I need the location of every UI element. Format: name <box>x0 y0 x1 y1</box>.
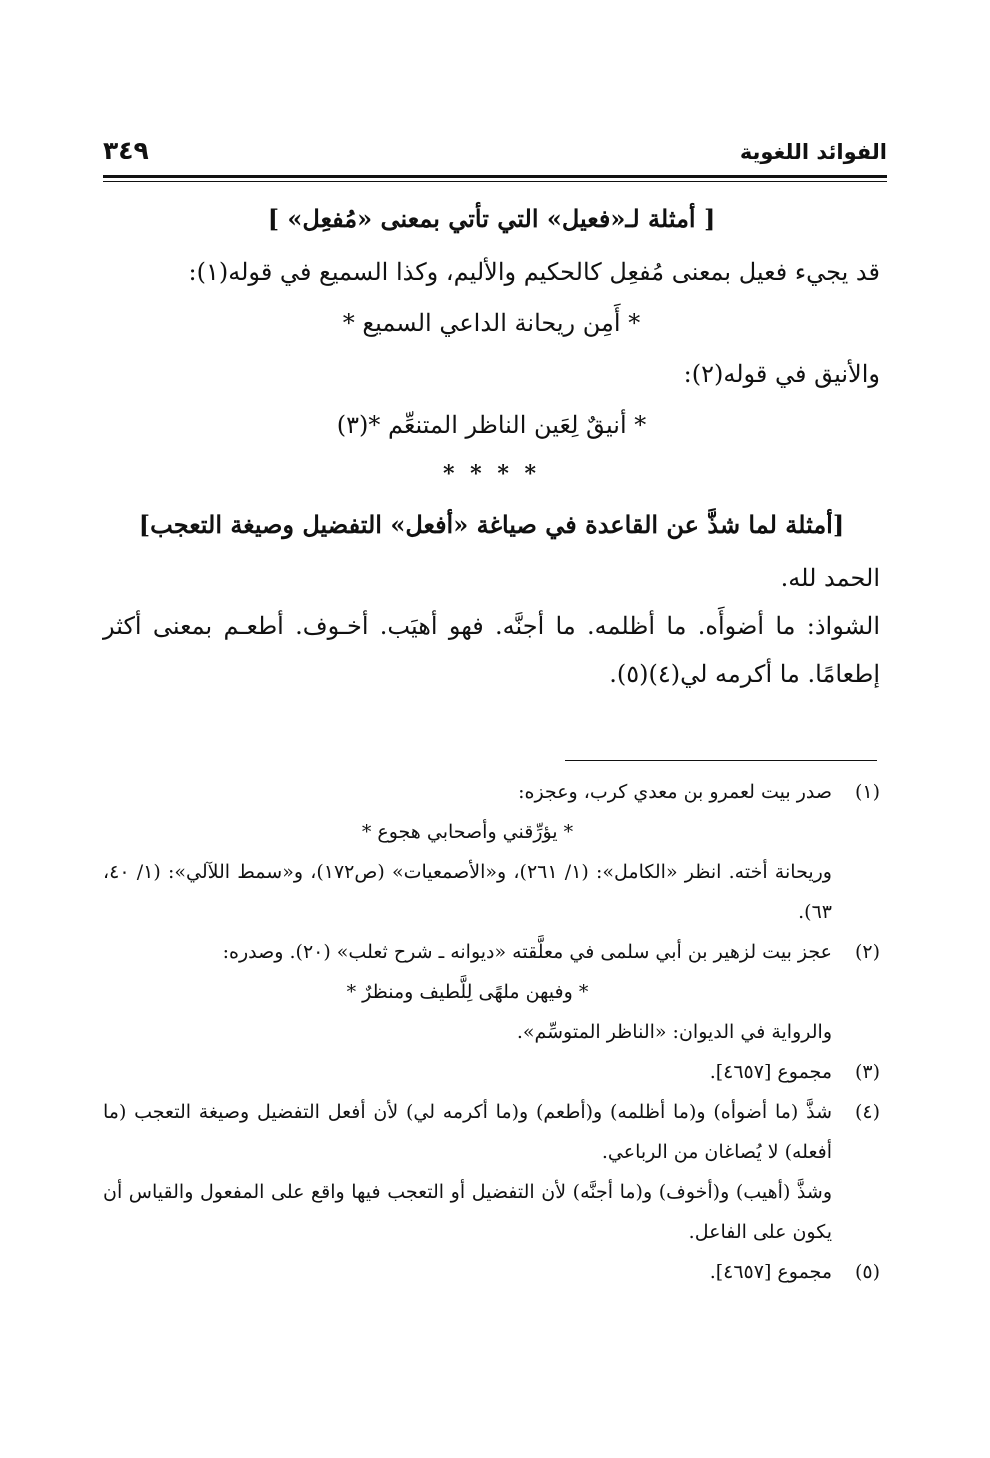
footnote-line: صدر بيت لعمرو بن معدي كرب، وعجزه: <box>518 781 832 803</box>
footnote-number: (٣) <box>854 1061 880 1083</box>
footnote-2 <box>103 932 880 1052</box>
footnote-body <box>103 1052 832 1092</box>
footnote-verse: * يؤرِّقني وأصحابي هجوع * <box>361 821 574 843</box>
verse-2: * أنيقٌ لِعَين الناظر المتنعِّم *(٣) <box>336 411 647 439</box>
footnote-4 <box>103 1092 880 1252</box>
footnote-number: (٤) <box>854 1101 880 1123</box>
running-title: الفوائد اللغوية <box>739 140 887 164</box>
section-heading-1: [ أمثلة لـ«فعيل» التي تأتي بمعنى «مُفعِل» ] <box>267 204 716 233</box>
footnote-1 <box>103 772 880 932</box>
footnote-body <box>103 1252 832 1292</box>
footnote-number: (٢) <box>854 941 880 963</box>
footnote-line: مجموع [٤٦٥٧]. <box>709 1261 832 1283</box>
paragraph-1: قد يجيء فعيل بمعنى مُفعِل كالحكيم والأليم، وكذا السميع في قوله(١): <box>188 258 880 286</box>
footnote-line: مجموع [٤٦٥٧]. <box>709 1061 832 1083</box>
page-header <box>103 138 887 178</box>
page-number: ٣٤٩ <box>103 136 149 165</box>
section-heading-2: [أمثلة لما شذَّ عن القاعدة في صياغة «أفعل» التفضيل وصيغة التعجب] <box>138 510 845 539</box>
footnote-body <box>103 772 832 932</box>
main-text <box>103 190 880 698</box>
footnote-line: وريحانة أخته. انظر «الكامل»: (١/ ٢٦١)، و«الأصمعيات» (ص١٧٢)، و«سمط اللآلي»: (١/ ٤٠، ٦٣). <box>103 861 832 923</box>
paragraph-4: الشواذ: ما أضوأَه. ما أظلمه. ما أجنَّه. فهو أهيَب. أخـوف. أطعـم بمعنى أكثر إطعامًا. ما أكرمه لي(٤)(٥). <box>103 612 880 688</box>
paragraph-3: الحمد لله. <box>780 564 880 592</box>
footnote-verse: * وفيهن ملهًى لِلَّطيف ومنظرٌ * <box>346 981 589 1003</box>
footnote-line: عجز بيت لزهير بن أبي سلمى في معلَّقته «ديوانه ـ شرح ثعلب» (٢٠). وصدره: <box>222 941 832 963</box>
header-rule-thin <box>103 181 887 182</box>
footnote-number: (١) <box>854 781 880 803</box>
footnote-5 <box>103 1252 880 1292</box>
footnote-line: والرواية في الديوان: «الناظر المتوسِّم». <box>516 1021 832 1043</box>
header-rule-thick <box>103 175 887 178</box>
footnote-body <box>103 1092 832 1252</box>
section-divider-stars: * * * * <box>443 461 540 487</box>
verse-1: * أَمِن ريحانة الداعي السميع * <box>342 309 641 337</box>
paragraph-2: والأنيق في قوله(٢): <box>683 360 880 388</box>
footnote-body <box>103 932 832 1052</box>
footnotes <box>103 772 880 1292</box>
footnote-line: شذَّ (ما أضوأه) و(ما أظلمه) و(أطعم) و(ما أكرمه لي) لأن أفعل التفضيل وصيغة التعجب (ما أفعله) لا يُصاغان من الرباعي. <box>103 1101 832 1163</box>
footnote-3 <box>103 1052 880 1092</box>
footnote-number: (٥) <box>854 1261 880 1283</box>
footnote-separator <box>565 760 877 761</box>
footnote-line: وشذَّ (أهيب) و(أخوف) و(ما أجنَّه) لأن التفضيل أو التعجب فيها واقع على المفعول والقياس أن يكون على الفاعل. <box>103 1181 832 1243</box>
